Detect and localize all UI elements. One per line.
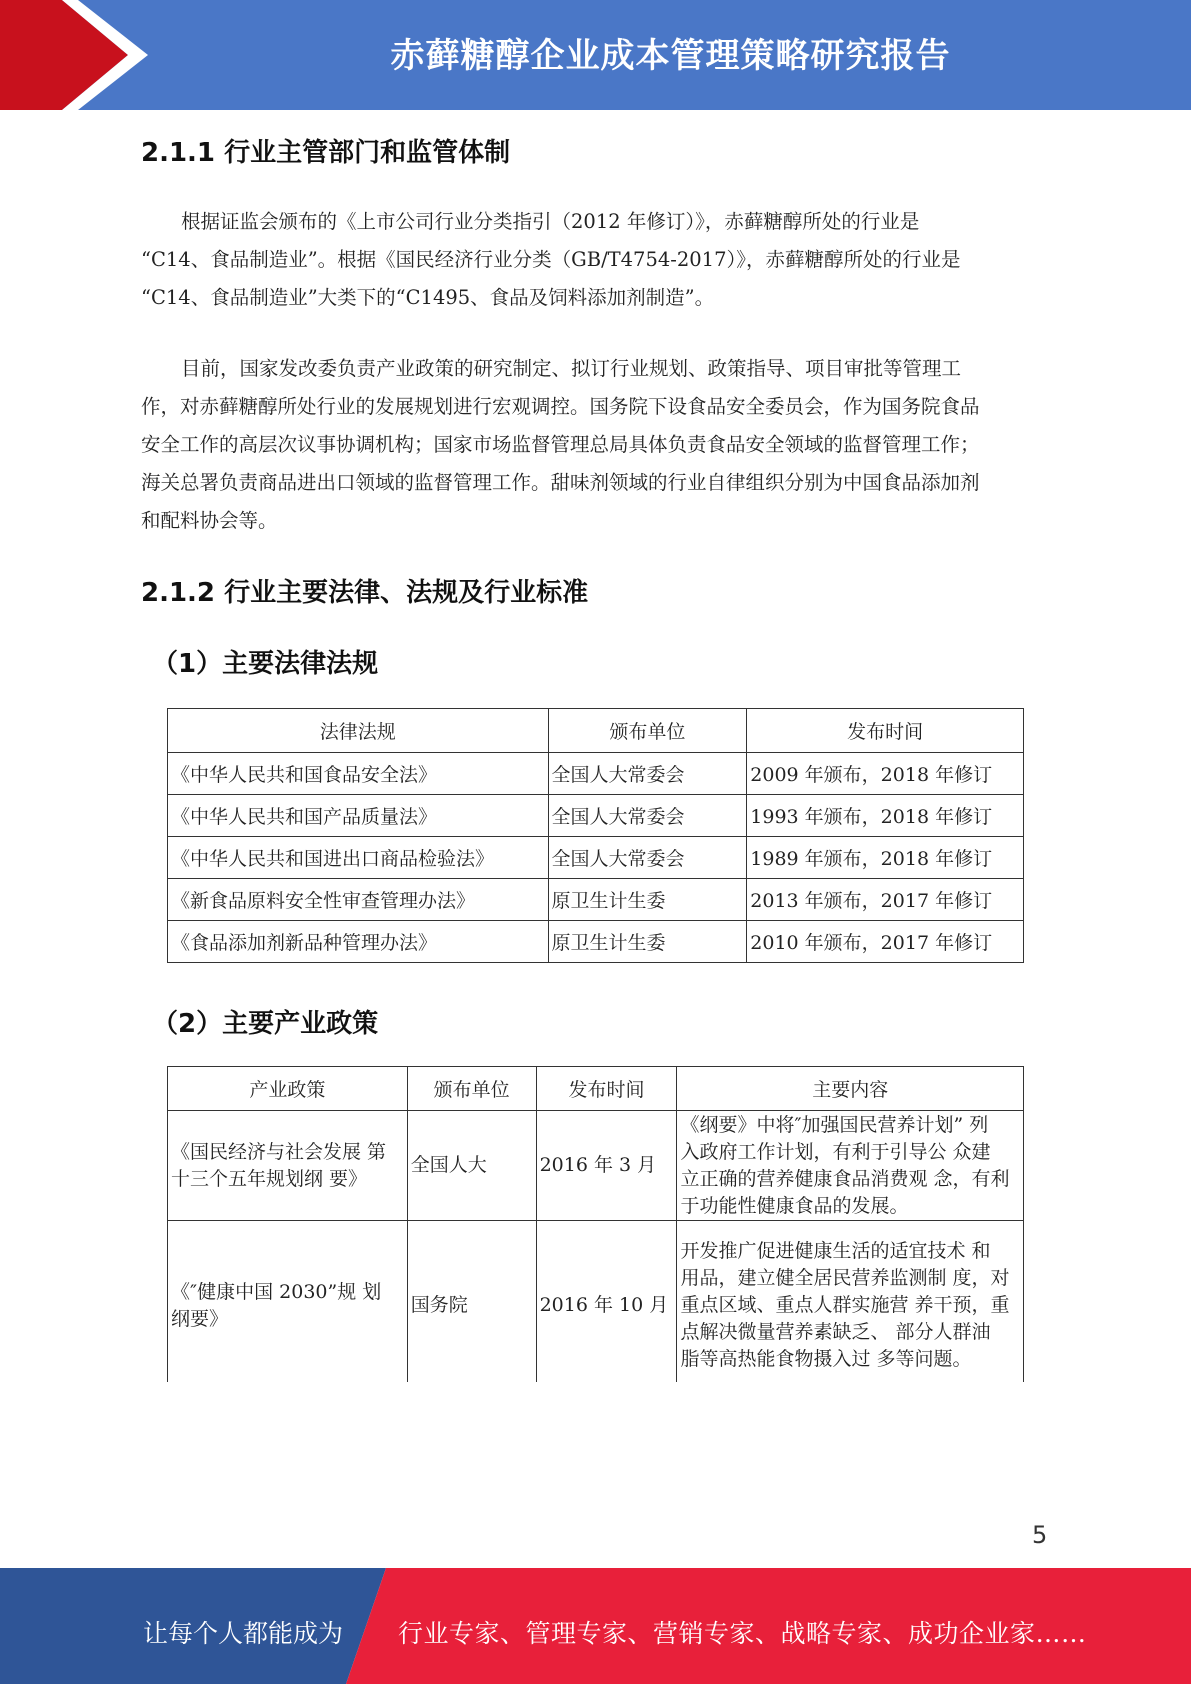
date-cell: 2016 年 3 月 [536, 1111, 677, 1221]
column-header: 发布时间 [536, 1067, 677, 1111]
law-name-cell: 《食品添加剂新品种管理办法》 [168, 921, 549, 963]
policy-table [167, 1066, 1024, 1382]
page-number: 5 [1032, 1521, 1048, 1549]
column-header: 颁布单位 [548, 709, 747, 753]
header-band [0, 0, 1191, 110]
column-header: 产业政策 [168, 1067, 408, 1111]
table-row [168, 795, 1024, 837]
issuer-cell: 全国人大 [407, 1111, 536, 1221]
law-name-cell: 《中华人民共和国进出口商品检验法》 [168, 837, 549, 879]
table-header-row [168, 709, 1024, 753]
footer-band [0, 1568, 1191, 1684]
issuer-cell: 国务院 [407, 1221, 536, 1383]
paragraph-line: “C14、食品制造业”大类下的“C1495、食品及饲料添加剂制造”。 [141, 286, 715, 309]
paragraph-line: 海关总署负责商品进出口领域的监督管理工作。甜味剂领域的行业自律组织分别为中国食品添加剂 [141, 471, 980, 494]
issuer-cell: 原卫生计生委 [548, 879, 747, 921]
table-row [168, 1111, 1024, 1221]
issuer-cell: 原卫生计生委 [548, 921, 747, 963]
date-cell: 1993 年颁布，2018 年修订 [747, 795, 1024, 837]
content-cell: 《纲要》中将″加强国民营养计划” 列 入政府工作计划，有利于引导公 众建 立正确的营养健康食品消费观 念，有利 于功能性健康食品的发展。 [677, 1111, 1024, 1221]
section-heading-2-1-2: 2.1.2 行业主要法律、法规及行业标准 [141, 578, 589, 608]
law-name-cell: 《新食品原料安全性审查管理办法》 [168, 879, 549, 921]
content-cell: 开发推广促进健康生活的适宜技术 和 用品，建立健全居民营养监测制 度，对 重点区域、重点人群实施营 养干预，重 点解决微量营养素缺乏、 部分人群油 脂等高热能食物摄入过 多等问题。 [677, 1221, 1024, 1383]
paragraph-line: “C14、食品制造业”。根据《国民经济行业分类（GB/T4754-2017）》，赤藓糖醇所处的行业是 [141, 248, 961, 271]
paragraph-line: 根据证监会颁布的《上市公司行业分类指引（2012 年修订）》，赤藓糖醇所处的行业是 [181, 210, 920, 233]
table-row [168, 837, 1024, 879]
footer-slogan-left: 让每个人都能成为 [143, 1619, 344, 1648]
table-row [168, 1221, 1024, 1383]
date-cell: 2009 年颁布，2018 年修订 [747, 753, 1024, 795]
paragraph-industry-classification [141, 203, 1053, 317]
paragraph-regulatory-bodies [141, 350, 1053, 540]
paragraph-line: 安全工作的高层次议事协调机构；国家市场监督管理总局具体负责食品安全领域的监督管理工作； [141, 433, 980, 456]
law-name-cell: 《中华人民共和国产品质量法》 [168, 795, 549, 837]
laws-table [167, 708, 1024, 963]
header-chevron-graphic [0, 0, 160, 110]
table-row [168, 753, 1024, 795]
paragraph-line: 作，对赤藓糖醇所处行业的发展规划进行宏观调控。国务院下设食品安全委员会，作为国务院食品 [141, 395, 980, 418]
issuer-cell: 全国人大常委会 [548, 795, 747, 837]
subheading-laws: （1）主要法律法规 [152, 649, 379, 679]
policy-name-cell: 《国民经济与社会发展 第 十三个五年规划纲 要》 [168, 1111, 408, 1221]
subheading-policies: （2）主要产业政策 [152, 1009, 379, 1039]
date-cell: 1989 年颁布，2018 年修订 [747, 837, 1024, 879]
column-header: 法律法规 [168, 709, 549, 753]
table-row [168, 921, 1024, 963]
policy-table-clip [167, 1066, 1025, 1382]
report-title: 赤藓糖醇企业成本管理策略研究报告 [390, 36, 951, 76]
law-name-cell: 《中华人民共和国食品安全法》 [168, 753, 549, 795]
date-cell: 2010 年颁布，2017 年修订 [747, 921, 1024, 963]
issuer-cell: 全国人大常委会 [548, 753, 747, 795]
policy-name-cell: 《″健康中国 2030”规 划 纲要》 [168, 1221, 408, 1383]
table-header-row [168, 1067, 1024, 1111]
column-header: 主要内容 [677, 1067, 1024, 1111]
date-cell: 2016 年 10 月 [536, 1221, 677, 1383]
footer-slogan-right: 行业专家、管理专家、营销专家、战略专家、成功企业家…… [398, 1619, 1087, 1648]
issuer-cell: 全国人大常委会 [548, 837, 747, 879]
table-row [168, 879, 1024, 921]
date-cell: 2013 年颁布，2017 年修订 [747, 879, 1024, 921]
column-header: 发布时间 [747, 709, 1024, 753]
column-header: 颁布单位 [407, 1067, 536, 1111]
paragraph-line: 目前，国家发改委负责产业政策的研究制定、拟订行业规划、政策指导、项目审批等管理工 [181, 357, 962, 380]
section-heading-2-1-1: 2.1.1 行业主管部门和监管体制 [141, 138, 511, 168]
paragraph-line: 和配料协会等。 [141, 509, 278, 532]
